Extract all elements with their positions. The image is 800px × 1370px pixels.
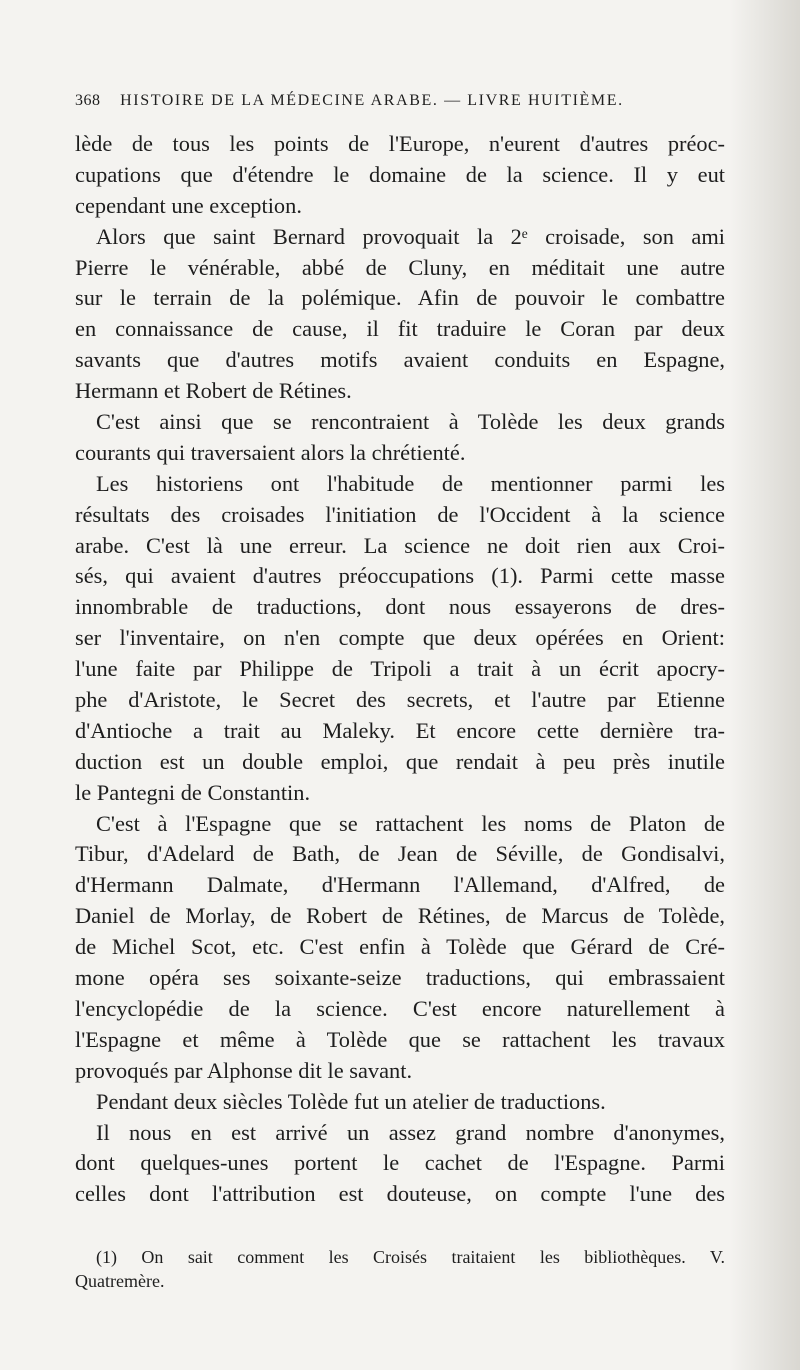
text-line: Il nous en est arrivé un assez grand nombre d'anonymes,	[96, 1119, 725, 1145]
text-line: Pierre le vénérable, abbé de Cluny, en méditait une autre	[75, 254, 725, 280]
text-line: lède de tous les points de l'Europe, n'eurent d'autres préoc-	[75, 131, 725, 156]
text-line: l'une faite par Philippe de Tripoli a trait à un écrit apocry-	[75, 656, 725, 682]
text-line: de Michel Scot, etc. C'est enfin à Tolède que Gérard de Cré-	[75, 934, 725, 960]
text-line: courants qui traversaient alors la chrétienté.	[75, 439, 466, 465]
text-line: provoqués par Alphonse dit le savant.	[75, 1057, 413, 1083]
footnote	[75, 1245, 725, 1293]
text-line: phe d'Aristote, le Secret des secrets, et l'autre par Etienne	[75, 687, 725, 713]
text-line: d'Hermann Dalmate, d'Hermann l'Allemand, d'Alfred, de	[75, 872, 725, 898]
footnote-line: (1) On sait comment les Croisés traitaient les bibliothèques. V.	[96, 1247, 725, 1267]
text-line: arabe. C'est là une erreur. La science ne doit rien aux Croi-	[75, 532, 725, 558]
text-line: en connaissance de cause, il fit traduire le Coran par deux	[75, 316, 725, 342]
text-line: le Pantegni de Constantin.	[75, 779, 311, 805]
text-line: dont quelques-unes portent le cachet de l'Espagne. Parmi	[75, 1150, 725, 1176]
text-line: innombrable de traductions, dont nous essayerons de dres-	[75, 594, 725, 620]
text-line: Les historiens ont l'habitude de mentionner parmi les	[96, 470, 725, 496]
running-title: HISTOIRE DE LA MÉDECINE ARABE. — LIVRE HUITIÈME.	[120, 92, 624, 109]
text-line: duction est un double emploi, que rendait à peu près inutile	[75, 748, 725, 774]
text-line: Daniel de Morlay, de Robert de Rétines, de Marcus de Tolède,	[75, 903, 725, 929]
text-line: Pendant deux siècles Tolède fut un atelier de traductions.	[96, 1088, 606, 1114]
text-line: Alors que saint Bernard provoquait la 2ᵉ croisade, son ami	[96, 223, 725, 249]
text-line: Tibur, d'Adelard de Bath, de Jean de Séville, de Gondisalvi,	[75, 841, 725, 867]
text-line: résultats des croisades l'initiation de l'Occident à la science	[75, 501, 725, 527]
text-line: savants que d'autres motifs avaient conduits en Espagne,	[75, 347, 725, 373]
running-header	[75, 92, 725, 110]
text-line: celles dont l'attribution est douteuse, on compte l'une des	[75, 1181, 725, 1207]
text-line: C'est ainsi que se rencontraient à Tolède les deux grands	[96, 409, 725, 435]
text-line: ser l'inventaire, on n'en compte que deux opérées en Orient:	[75, 625, 725, 651]
page-edge-shadow	[730, 0, 800, 1370]
page-number: 368	[75, 92, 101, 109]
text-line: C'est à l'Espagne que se rattachent les noms de Platon de	[96, 810, 725, 836]
text-line: cupations que d'étendre le domaine de la science. Il y eut	[75, 161, 725, 187]
text-line: cependant une exception.	[75, 192, 302, 218]
text-line: sés, qui avaient d'autres préoccupations (1). Parmi cette masse	[75, 563, 725, 589]
text-line: sur le terrain de la polémique. Afin de pouvoir le combattre	[75, 285, 725, 311]
text-line: Hermann et Robert de Rétines.	[75, 378, 352, 404]
footnote-line: Quatremère.	[75, 1271, 165, 1291]
text-line: l'Espagne et même à Tolède que se rattachent les travaux	[75, 1026, 725, 1052]
text-line: d'Antioche a trait au Maleky. Et encore cette dernière tra-	[75, 717, 725, 743]
text-line: l'encyclopédie de la science. C'est encore naturellement à	[75, 995, 725, 1021]
body-text	[75, 129, 725, 1210]
text-line: mone opéra ses soixante-seize traductions, qui embrassaient	[75, 965, 725, 991]
